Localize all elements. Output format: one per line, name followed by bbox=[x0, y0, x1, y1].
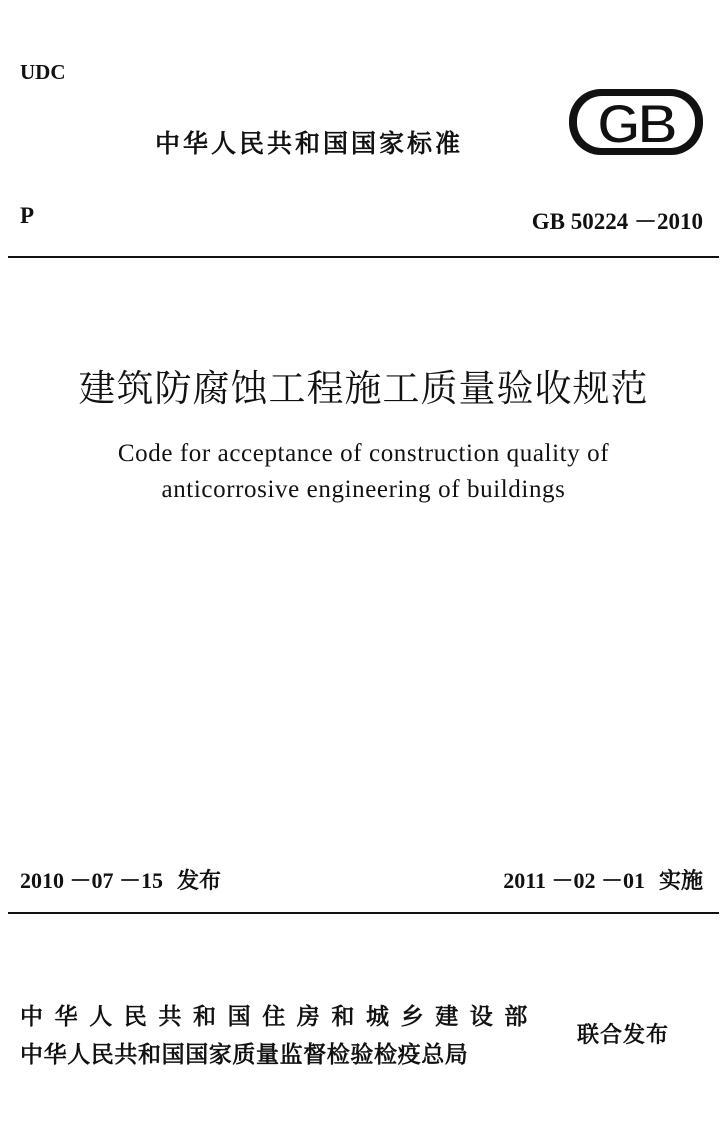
implement-date: 2011 －02 －01 bbox=[503, 868, 645, 893]
category-code: P bbox=[20, 203, 35, 228]
english-title-line-1: Code for acceptance of construction quality of bbox=[117, 440, 610, 467]
bottom-divider bbox=[8, 912, 719, 914]
chinese-title: 建筑防腐蚀工程施工质量验收规范 bbox=[78, 367, 649, 410]
top-divider bbox=[8, 256, 719, 258]
gb-logo bbox=[566, 86, 706, 158]
publish-label: 发布 bbox=[177, 869, 222, 894]
publish-date: 2010 －07 －15 bbox=[20, 868, 164, 893]
udc-label: UDC bbox=[20, 60, 66, 84]
english-title-line-2: anticorrosive engineering of buildings bbox=[161, 476, 566, 503]
joint-publish-label: 联合发布 bbox=[577, 1023, 670, 1048]
english-title bbox=[0, 436, 727, 508]
gb-logo-text: GB bbox=[597, 92, 675, 155]
publish-date-block bbox=[20, 864, 221, 895]
standard-number: GB 50224 －2010 bbox=[531, 209, 703, 234]
issuer-aqsiq: 中华人民共和国国家质量监督检验检疫总局 bbox=[20, 1042, 469, 1068]
implement-date-block bbox=[503, 864, 703, 895]
implement-label: 实施 bbox=[658, 869, 703, 894]
issuer-ministry-housing: 中华人民共和国住房和城乡建设部 bbox=[20, 1004, 539, 1030]
standard-type: 中华人民共和国国家标准 bbox=[155, 129, 464, 158]
